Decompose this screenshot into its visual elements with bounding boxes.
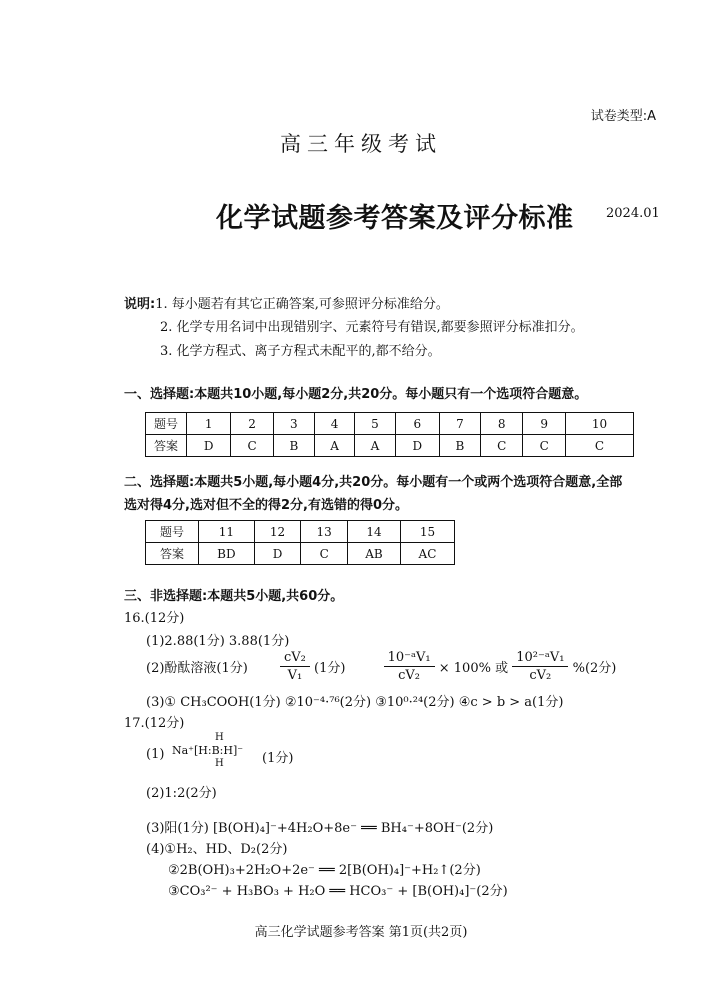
fraction-numerator: 10²⁻ᵃV₁: [512, 650, 568, 667]
table-cell: 3: [273, 413, 314, 435]
q17-part1-score: (1分): [262, 751, 294, 766]
q16-part2: [146, 650, 616, 683]
note-item: 3. 化学方程式、离子方程式未配平的,都不给分。: [160, 344, 441, 359]
table-cell: 6: [395, 413, 439, 435]
q16-part2-lead: (2)酚酞溶液(1分): [146, 661, 248, 676]
table-cell: B: [439, 435, 480, 457]
q17-part3: (3)阳(1分) [B(OH)₄]⁻+4H₂O+8e⁻ ══ BH₄⁻+8OH⁻(2分): [146, 821, 494, 836]
fraction: [512, 650, 568, 683]
score-note: %(2分): [572, 661, 617, 676]
table-cell: 9: [523, 413, 566, 435]
table-cell: C: [480, 435, 523, 457]
section1-heading: 一、选择题:本题共10小题,每小题2分,共20分。每小题只有一个选项符合题意。: [124, 387, 588, 402]
table-row: [146, 413, 634, 435]
table-cell: 8: [480, 413, 523, 435]
table-cell: C: [231, 435, 274, 457]
table-row: [146, 521, 455, 543]
table-cell: D: [187, 435, 231, 457]
page-footer: 高三化学试题参考答案 第1页(共2页): [254, 925, 468, 940]
table-cell: 12: [254, 521, 301, 543]
table-cell: 11: [199, 521, 255, 543]
table-cell: 题号: [146, 521, 199, 543]
section1-answer-table: [145, 412, 634, 457]
notes-line-1: [124, 293, 449, 312]
table-cell: AC: [400, 543, 454, 565]
exam-date: 2024.01: [606, 206, 660, 221]
q17-label: 17.(12分): [124, 716, 185, 731]
table-cell: C: [523, 435, 566, 457]
fraction: [384, 650, 435, 683]
q17-part2: (2)1:2(2分): [146, 786, 217, 801]
table-cell: D: [395, 435, 439, 457]
sodium-borohydride-lewis-formula: [172, 732, 272, 774]
fraction-denominator: cV₂: [398, 668, 421, 683]
paper-type-label: 试卷类型:A: [590, 109, 656, 124]
table-row: [146, 543, 455, 565]
fraction-numerator: 10⁻ᵃV₁: [384, 650, 435, 667]
section2-answer-table: [145, 520, 455, 565]
table-cell: 答案: [146, 543, 199, 565]
table-cell: 15: [400, 521, 454, 543]
hydrogen-atom-top: H: [215, 732, 224, 743]
fraction: [280, 650, 310, 683]
table-cell: 5: [355, 413, 395, 435]
table-cell: A: [355, 435, 395, 457]
table-cell: AB: [348, 543, 401, 565]
table-cell: 13: [301, 521, 348, 543]
fraction-denominator: cV₂: [529, 668, 552, 683]
notes-lead: 说明:: [124, 297, 156, 312]
table-cell: 10: [565, 413, 633, 435]
q17-part4-1: (4)①H₂、HD、D₂(2分): [146, 842, 288, 857]
table-cell: 答案: [146, 435, 187, 457]
section3-heading: 三、非选择题:本题共5小题,共60分。: [124, 589, 344, 604]
hydrogen-atom-bottom: H: [215, 758, 224, 769]
note-item: 1. 每小题若有其它正确答案,可参照评分标准给分。: [155, 297, 449, 312]
table-cell: 1: [187, 413, 231, 435]
formula-text: Na⁺[H:B:H]⁻: [172, 744, 244, 757]
section2-heading-cont: 选对得4分,选对但不全的得2分,有选错的得0分。: [124, 498, 409, 513]
table-cell: 2: [231, 413, 274, 435]
percent-or-text: × 100% 或: [438, 661, 509, 676]
fraction-numerator: cV₂: [280, 650, 310, 667]
table-cell: C: [565, 435, 633, 457]
score-note: (1分): [314, 661, 346, 676]
note-item: 2. 化学专用名词中出现错别字、元素符号有错误,都要参照评分标准扣分。: [160, 320, 584, 335]
table-cell: 4: [314, 413, 354, 435]
table-cell: B: [273, 435, 314, 457]
exam-grade-title: 高三年级考试: [280, 132, 442, 156]
table-cell: BD: [199, 543, 255, 565]
section2-heading: 二、选择题:本题共5小题,每小题4分,共20分。每小题有一个或两个选项符合题意,全部: [124, 475, 623, 490]
table-cell: A: [314, 435, 354, 457]
table-cell: 14: [348, 521, 401, 543]
table-cell: C: [301, 543, 348, 565]
table-cell: D: [254, 543, 301, 565]
q17-part4-2: ②2B(OH)₃+2H₂O+2e⁻ ══ 2[B(OH)₄]⁻+H₂↑(2分): [168, 863, 481, 878]
table-cell: 题号: [146, 413, 187, 435]
q16-part3: (3)① CH₃COOH(1分) ②10⁻⁴·⁷⁶(2分) ③10⁰·²⁴(2分) ④c > b > a(1分): [146, 695, 564, 710]
table-cell: 7: [439, 413, 480, 435]
fraction-denominator: V₁: [287, 668, 303, 683]
table-row: [146, 435, 634, 457]
q16-label: 16.(12分): [124, 611, 185, 626]
q17-part4-3: ③CO₃²⁻ + H₃BO₃ + H₂O ══ HCO₃⁻ + [B(OH)₄]⁻(2分): [168, 884, 508, 899]
q16-part1: (1)2.88(1分) 3.88(1分): [146, 634, 290, 649]
q17-part1-lead: (1): [146, 747, 165, 762]
page-title: 化学试题参考答案及评分标准: [216, 203, 574, 234]
